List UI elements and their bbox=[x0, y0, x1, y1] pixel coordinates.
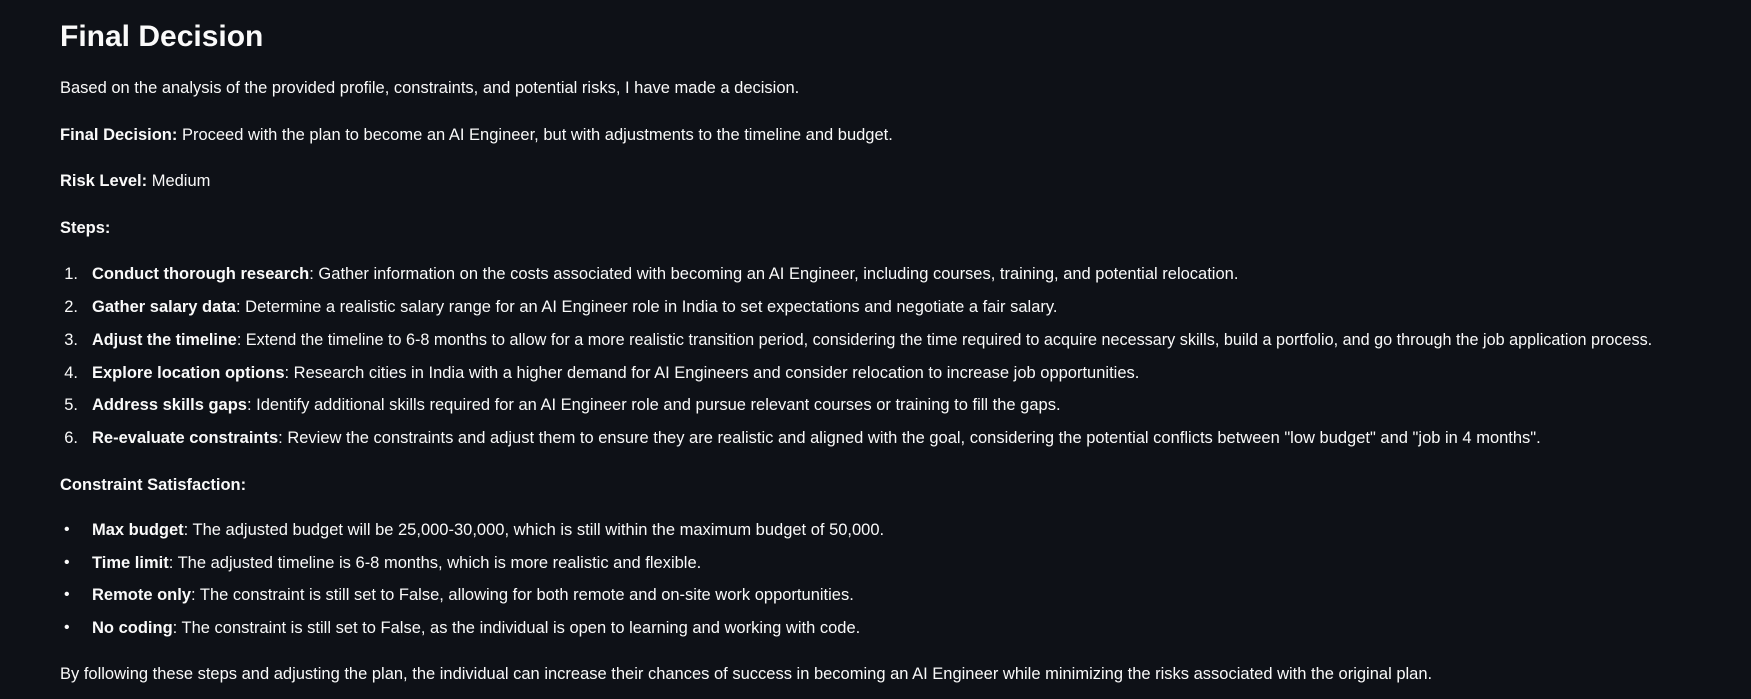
step-text: : Extend the timeline to 6-8 months to allow for a more realistic transition period, considering the time required to acquire necessary skills, build a portfolio, and go through the job application process. bbox=[236, 331, 1653, 349]
list-number: 6. bbox=[64, 429, 78, 447]
constraint-title: Time limit bbox=[92, 554, 169, 572]
constraint-title: Max budget bbox=[92, 521, 184, 539]
step-text: : Review the constraints and adjust them to ensure they are realistic and aligned with the goal, considering the potential conflicts between "low budget" and "job in 4 months". bbox=[278, 429, 1541, 447]
steps-heading: Steps: bbox=[60, 219, 111, 237]
step-title: Conduct thorough research bbox=[92, 265, 310, 283]
intro-paragraph: Based on the analysis of the provided profile, constraints, and potential risks, I have made a decision. bbox=[60, 79, 800, 97]
step-title: Gather salary data bbox=[92, 298, 236, 316]
step-title: Explore location options bbox=[92, 364, 285, 382]
risk-level-value: Medium bbox=[147, 172, 211, 190]
final-decision-paragraph bbox=[60, 124, 893, 146]
step-text: : Determine a realistic salary range for an AI Engineer role in India to set expectations and negotiate a fair salary. bbox=[236, 298, 1058, 316]
final-decision-text: Proceed with the plan to become an AI Engineer, but with adjustments to the timeline and budget. bbox=[177, 126, 893, 144]
list-number: 4. bbox=[64, 364, 78, 382]
constraint-satisfaction-heading: Constraint Satisfaction: bbox=[60, 476, 247, 494]
bullet: • bbox=[64, 586, 70, 603]
page-title: Final Decision bbox=[60, 20, 264, 53]
constraint-text: : The constraint is still set to False, as the individual is open to learning and working with code. bbox=[172, 619, 861, 637]
constraint-text: : The adjusted timeline is 6-8 months, which is more realistic and flexible. bbox=[168, 554, 702, 572]
constraint-title: Remote only bbox=[92, 586, 192, 604]
list-number: 2. bbox=[64, 298, 78, 316]
risk-level-paragraph bbox=[60, 170, 210, 192]
constraint-text: : The adjusted budget will be 25,000-30,000, which is still within the maximum budget of 50,000. bbox=[183, 521, 885, 539]
list-number: 5. bbox=[64, 396, 78, 414]
constraint-text: : The constraint is still set to False, allowing for both remote and on-site work opportunities. bbox=[191, 586, 854, 604]
step-text: : Research cities in India with a higher demand for AI Engineers and consider relocation to increase job opportunities. bbox=[284, 364, 1140, 382]
list-number: 3. bbox=[64, 331, 78, 349]
bullet: • bbox=[64, 521, 70, 538]
step-title: Adjust the timeline bbox=[92, 331, 237, 349]
risk-level-label: Risk Level: bbox=[60, 172, 148, 190]
step-title: Re-evaluate constraints bbox=[92, 429, 279, 447]
constraint-title: No coding bbox=[92, 619, 173, 637]
conclusion-paragraph: By following these steps and adjusting the plan, the individual can increase their chances of success in becoming an AI Engineer while minimizing the risks associated with the original plan. bbox=[60, 665, 1433, 683]
final-decision-label: Final Decision: bbox=[60, 126, 178, 144]
bullet: • bbox=[64, 619, 70, 636]
bullet: • bbox=[64, 554, 70, 571]
list-number: 1. bbox=[64, 265, 78, 283]
step-text: : Gather information on the costs associated with becoming an AI Engineer, including courses, training, and potential relocation. bbox=[309, 265, 1239, 283]
step-title: Address skills gaps bbox=[92, 396, 247, 414]
step-text: : Identify additional skills required for an AI Engineer role and pursue relevant courses or training to fill the gaps. bbox=[247, 396, 1061, 414]
